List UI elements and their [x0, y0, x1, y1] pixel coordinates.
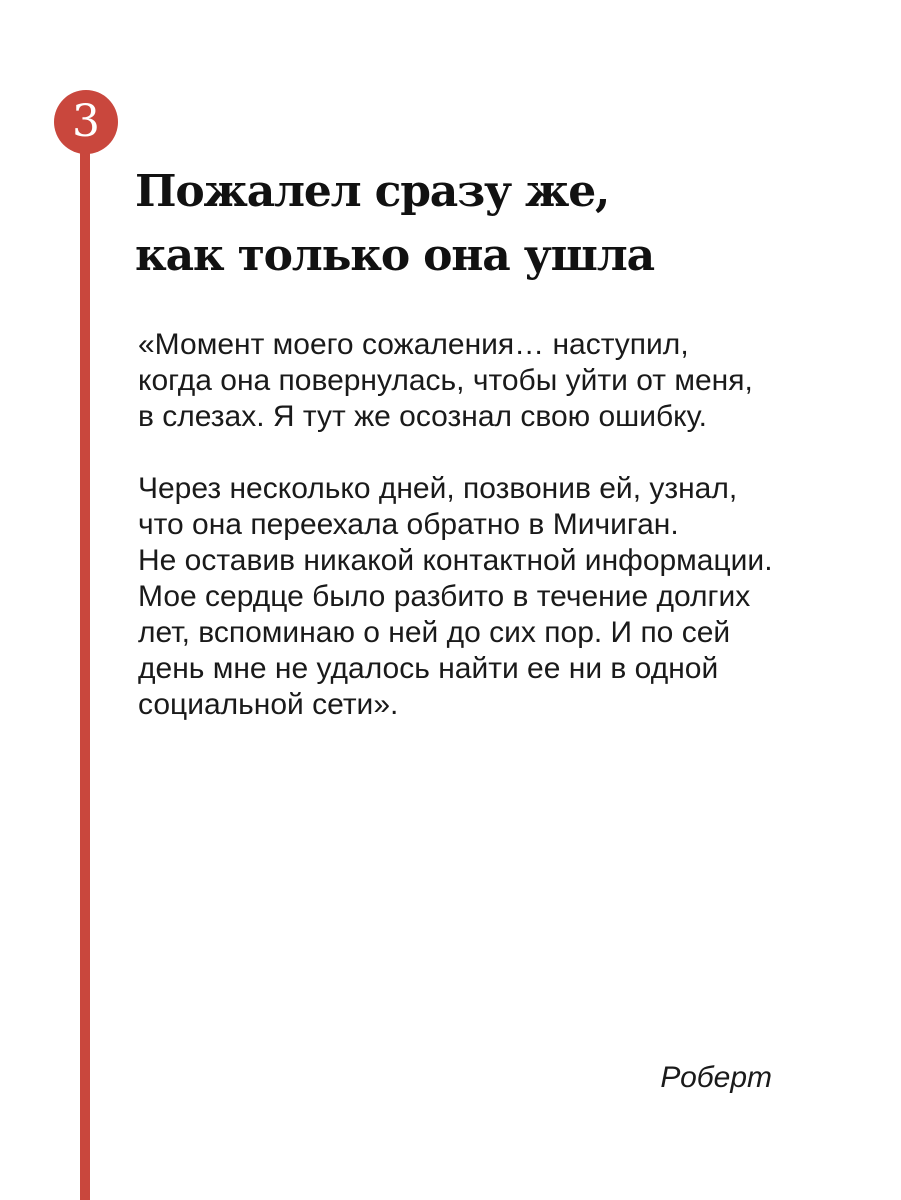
paragraph-gap — [138, 435, 878, 471]
story-number-badge — [54, 90, 118, 154]
body-p2-line-2: что она переехала обратно в Мичиган. — [138, 508, 679, 541]
accent-vertical-line — [80, 150, 90, 1200]
body-p2-line-6: день мне не удалось найти ее ни в одной — [138, 652, 719, 685]
title-line-1: Пожалел сразу же, — [135, 166, 610, 217]
body-p1-line-3: в слезах. Я тут же осознал свою ошибку. — [138, 400, 707, 433]
body-p1-line-2: когда она повернулась, чтобы уйти от меня, — [138, 364, 753, 397]
title-line-2: как только она ушла — [135, 230, 654, 281]
body-p2-line-7: социальной сети». — [138, 688, 399, 721]
story-number: 3 — [72, 96, 100, 147]
story-body — [138, 327, 878, 723]
body-p1-line-1: «Момент моего сожаления… наступил, — [138, 328, 689, 361]
body-p2-line-3: Не оставив никакой контактной информации. — [138, 544, 773, 577]
body-p2-line-5: лет, вспоминаю о ней до сих пор. И по сей — [138, 616, 731, 649]
author-signature: Роберт — [660, 1061, 772, 1094]
body-p2-line-4: Мое сердце было разбито в течение долгих — [138, 580, 751, 613]
story-title — [135, 160, 875, 288]
body-p2-line-1: Через несколько дней, позвонив ей, узнал, — [138, 472, 738, 505]
